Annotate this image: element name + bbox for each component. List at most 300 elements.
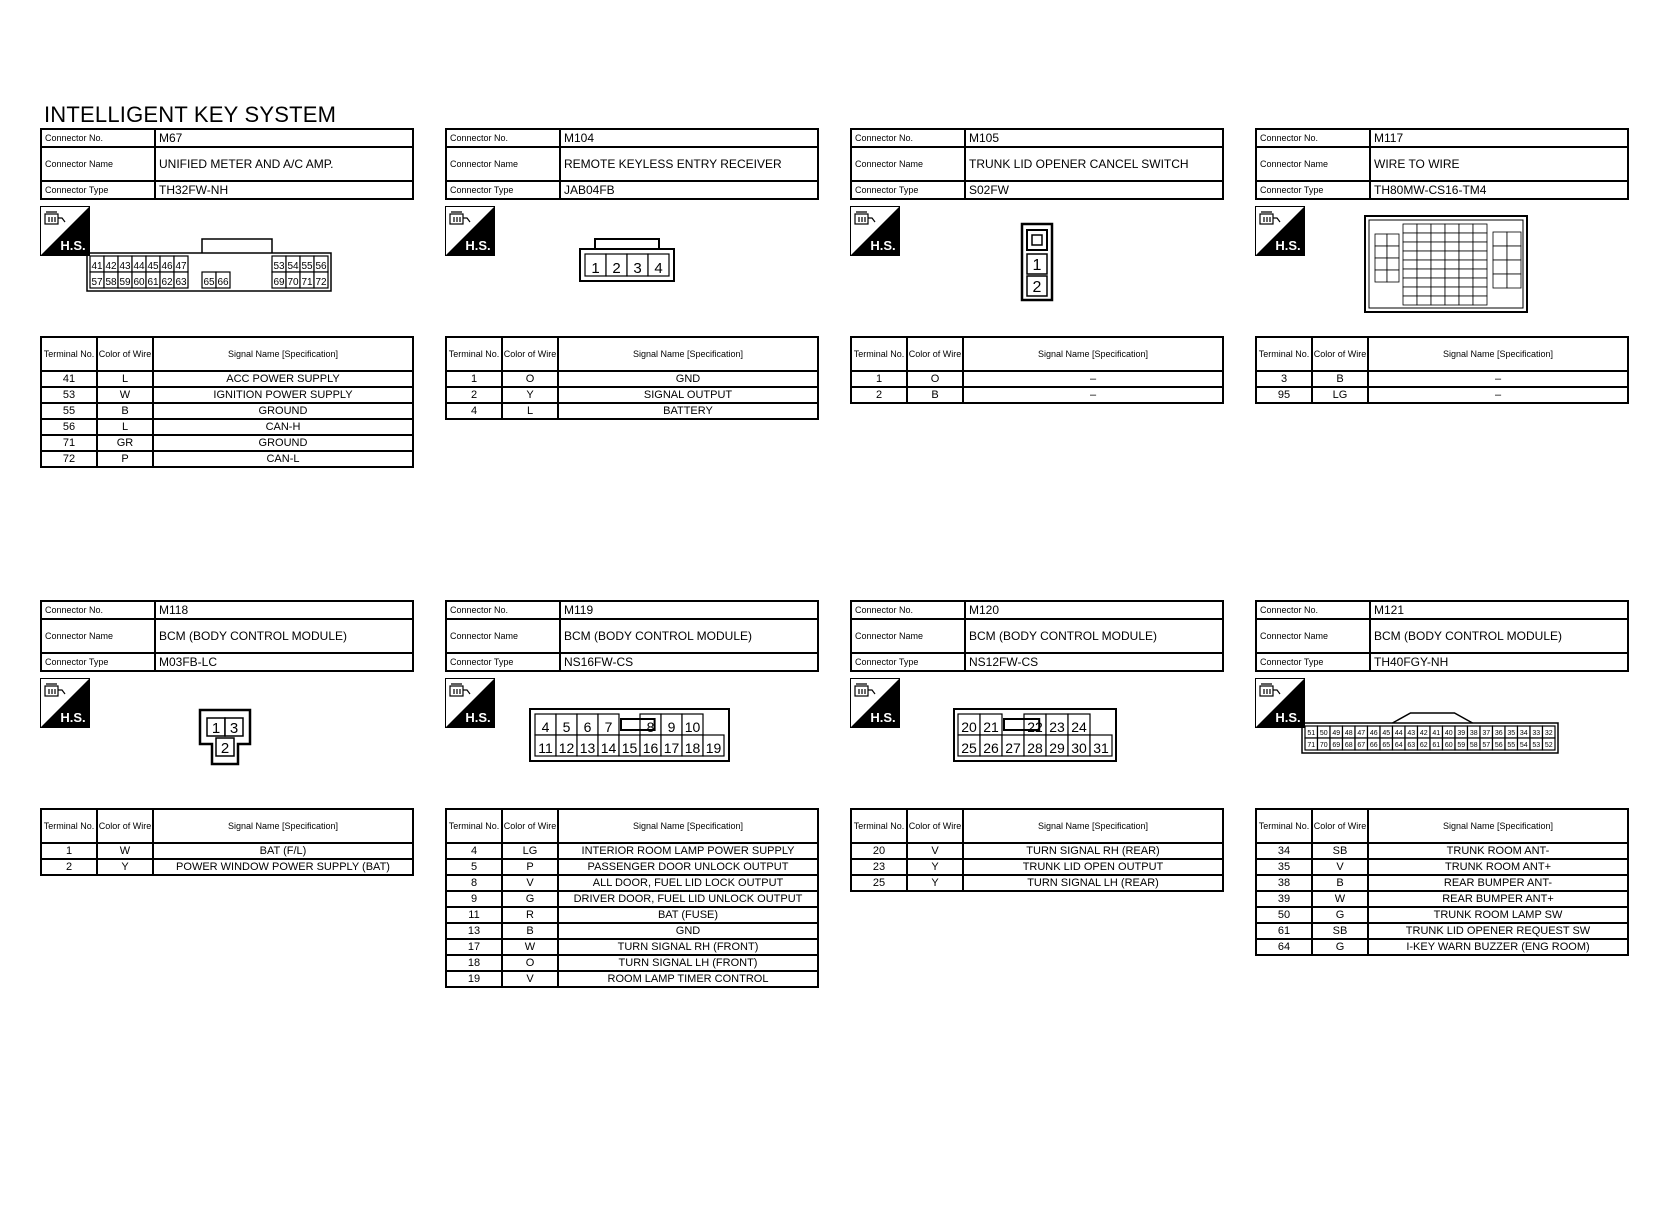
pin-label: 45 [147, 261, 159, 272]
terminal-number: 71 [41, 435, 97, 451]
terminal-table-header [446, 337, 818, 371]
pin-label: 44 [133, 261, 145, 272]
terminal-number: 19 [446, 971, 502, 987]
signal-name: REAR BUMPER ANT+ [1368, 891, 1628, 907]
terminal-no-header: Terminal No. [446, 809, 502, 843]
pin-label: 28 [1027, 740, 1043, 756]
pin-cavity [1431, 251, 1445, 260]
pin-cavity [1403, 287, 1417, 296]
table-row [41, 419, 413, 435]
terminal-number: 11 [446, 907, 502, 923]
connector-type: TH80MW-CS16-TM4 [1370, 181, 1628, 199]
connector-type: JAB04FB [560, 181, 818, 199]
terminal-table-header [1256, 337, 1628, 371]
pin-cavity [1417, 287, 1431, 296]
pin-label: 19 [705, 740, 722, 756]
table-row [851, 843, 1223, 859]
pin-label: 6 [583, 719, 592, 735]
table-row [1256, 939, 1628, 955]
connector-header [445, 128, 819, 200]
connector-type-label: Connector Type [446, 653, 560, 671]
table-row [851, 875, 1223, 891]
wire-color-header: Color of Wire [1312, 809, 1368, 843]
signal-name-header: Signal Name [Specification] [1368, 809, 1628, 843]
pin-label: 62 [1419, 742, 1428, 749]
wire-color: Y [907, 875, 963, 891]
pin-cavity [1445, 269, 1459, 278]
connector-face-diagram [850, 672, 1224, 808]
hs-label: H.S. [1275, 238, 1301, 253]
connector-number: M104 [560, 129, 818, 147]
connector-name-label: Connector Name [446, 147, 560, 181]
terminal-number: 4 [446, 403, 502, 419]
signal-name: ACC POWER SUPPLY [153, 371, 413, 387]
terminal-table [850, 808, 1224, 892]
connector-number: M120 [965, 601, 1223, 619]
table-row [446, 923, 818, 939]
terminal-table [850, 336, 1224, 404]
connector-number-label: Connector No. [851, 129, 965, 147]
connector-header [1255, 600, 1629, 672]
terminal-number: 50 [1256, 907, 1312, 923]
signal-name: ALL DOOR, FUEL LID LOCK OUTPUT [558, 875, 818, 891]
table-row [446, 955, 818, 971]
pin-label: 32 [1544, 730, 1553, 737]
connector-diagram [445, 672, 819, 808]
signal-name: DRIVER DOOR, FUEL LID UNLOCK OUTPUT [558, 891, 818, 907]
pin-label: 60 [133, 277, 145, 288]
pin-cavity [1459, 269, 1473, 278]
wire-color: SB [1312, 843, 1368, 859]
terminal-number: 18 [446, 955, 502, 971]
signal-name: GROUND [153, 435, 413, 451]
pin-cavity [1431, 296, 1445, 305]
hs-label: H.S. [465, 710, 491, 725]
wire-color-header: Color of Wire [907, 809, 963, 843]
pin-label: 3 [633, 260, 642, 277]
wire-color: O [907, 371, 963, 387]
wire-color: V [1312, 859, 1368, 875]
pin-label: 55 [1507, 742, 1516, 749]
connector-header [850, 600, 1224, 672]
pin-label: 68 [1344, 742, 1353, 749]
table-row [1256, 875, 1628, 891]
connector-header [40, 128, 414, 200]
pin-label: 16 [642, 740, 659, 756]
signal-name: PASSENGER DOOR UNLOCK OUTPUT [558, 859, 818, 875]
pin-label: 8 [646, 719, 655, 735]
connector-name: WIRE TO WIRE [1370, 147, 1628, 181]
signal-name-header: Signal Name [Specification] [963, 337, 1223, 371]
pin-label: 50 [1319, 730, 1328, 737]
connector-number-label: Connector No. [41, 601, 155, 619]
pin-cavity [1473, 242, 1487, 251]
connector-panel [850, 128, 1224, 404]
wire-color: P [502, 859, 558, 875]
pin-cavity [1417, 278, 1431, 287]
pin-label: 58 [105, 277, 117, 288]
pin-label: 46 [1369, 730, 1378, 737]
table-row [41, 859, 413, 875]
wire-color-header: Color of Wire [907, 337, 963, 371]
signal-name: – [1368, 371, 1628, 387]
pin-label: 41 [91, 261, 103, 272]
wire-color: L [97, 419, 153, 435]
pin-label: 60 [1444, 742, 1453, 749]
connector-diagram [850, 200, 1224, 336]
terminal-number: 9 [446, 891, 502, 907]
wire-color-header: Color of Wire [97, 337, 153, 371]
signal-name: CAN-H [153, 419, 413, 435]
pin-label: 4 [654, 260, 663, 277]
pin-label: 54 [1519, 742, 1528, 749]
pin-cavity [1375, 270, 1387, 282]
connector-name: BCM (BODY CONTROL MODULE) [965, 619, 1223, 653]
connector-name: BCM (BODY CONTROL MODULE) [1370, 619, 1628, 653]
pin-label: 39 [1457, 730, 1466, 737]
pin-cavity [1473, 287, 1487, 296]
pin-cavity [1473, 296, 1487, 305]
wire-color: W [502, 939, 558, 955]
terminal-number: 17 [446, 939, 502, 955]
connector-diagram [1255, 200, 1629, 336]
pin-cavity [1417, 224, 1431, 233]
terminal-no-header: Terminal No. [851, 809, 907, 843]
table-row [446, 939, 818, 955]
connector-number: M118 [155, 601, 413, 619]
pin-cavity [1417, 251, 1431, 260]
pin-label: 21 [983, 719, 999, 735]
signal-name: GND [558, 923, 818, 939]
connector-number: M121 [1370, 601, 1628, 619]
signal-name-header: Signal Name [Specification] [153, 337, 413, 371]
pin-label: 69 [1332, 742, 1341, 749]
pin-cavity [1445, 278, 1459, 287]
signal-name: REAR BUMPER ANT- [1368, 875, 1628, 891]
terminal-number: 2 [446, 387, 502, 403]
connector-type: TH32FW-NH [155, 181, 413, 199]
terminal-number: 1 [851, 371, 907, 387]
wire-color: R [502, 907, 558, 923]
signal-name: I-KEY WARN BUZZER (ENG ROOM) [1368, 939, 1628, 955]
signal-name: – [1368, 387, 1628, 403]
pin-cavity [1403, 242, 1417, 251]
connector-diagram [40, 200, 414, 336]
connector-type-label: Connector Type [851, 653, 965, 671]
pin-cavity [1493, 274, 1507, 288]
connector-name-label: Connector Name [446, 619, 560, 653]
table-row [851, 859, 1223, 875]
pin-label: 71 [1307, 742, 1316, 749]
pin-cavity [1459, 296, 1473, 305]
connector-number-label: Connector No. [446, 601, 560, 619]
connector-name: BCM (BODY CONTROL MODULE) [155, 619, 413, 653]
signal-name: TURN SIGNAL RH (REAR) [963, 843, 1223, 859]
connector-panel [40, 600, 414, 876]
pin-cavity [1431, 224, 1445, 233]
terminal-number: 1 [41, 843, 97, 859]
signal-name: GND [558, 371, 818, 387]
pin-cavity [1507, 274, 1521, 288]
terminal-table [445, 808, 819, 988]
pin-cavity [1417, 260, 1431, 269]
pin-label: 54 [287, 261, 299, 272]
pin-label: 2 [1032, 279, 1042, 296]
connector-face-diagram [850, 200, 1224, 336]
connector-name-label: Connector Name [1256, 619, 1370, 653]
terminal-number: 53 [41, 387, 97, 403]
pin-label: 56 [315, 261, 327, 272]
pin-label: 29 [1049, 740, 1065, 756]
pin-label: 52 [1544, 742, 1553, 749]
pin-cavity [1431, 278, 1445, 287]
terminal-number: 38 [1256, 875, 1312, 891]
connector-type-label: Connector Type [41, 653, 155, 671]
pin-cavity [1445, 242, 1459, 251]
pin-label: 43 [1407, 730, 1416, 737]
terminal-no-header: Terminal No. [1256, 809, 1312, 843]
pin-cavity [1507, 232, 1521, 246]
pin-label: 61 [147, 277, 159, 288]
connector-face-diagram [445, 200, 819, 336]
terminal-number: 95 [1256, 387, 1312, 403]
connector-panel [850, 600, 1224, 892]
signal-name-header: Signal Name [Specification] [963, 809, 1223, 843]
pin-label: 48 [1344, 730, 1353, 737]
wire-color: Y [502, 387, 558, 403]
wire-color: W [97, 843, 153, 859]
wire-color: V [907, 843, 963, 859]
connector-diagram [40, 672, 414, 808]
pin-cavity [1375, 258, 1387, 270]
pin-label: 18 [684, 740, 701, 756]
pin-cavity [1445, 224, 1459, 233]
signal-name: BAT (FUSE) [558, 907, 818, 923]
pin-label: 20 [961, 719, 977, 735]
wire-color: B [907, 387, 963, 403]
table-row [446, 403, 818, 419]
pin-cavity [1431, 260, 1445, 269]
pin-cavity [1459, 251, 1473, 260]
connector-type: TH40FGY-NH [1370, 653, 1628, 671]
terminal-number: 72 [41, 451, 97, 467]
signal-name: – [963, 371, 1223, 387]
hs-label: H.S. [1275, 710, 1301, 725]
connector-name: BCM (BODY CONTROL MODULE) [560, 619, 818, 653]
pin-label: 14 [600, 740, 617, 756]
wire-color: P [97, 451, 153, 467]
pin-label: 47 [1357, 730, 1366, 737]
terminal-number: 34 [1256, 843, 1312, 859]
terminal-no-header: Terminal No. [41, 809, 97, 843]
signal-name: BATTERY [558, 403, 818, 419]
pin-label: 69 [273, 277, 285, 288]
pin-cavity [1459, 233, 1473, 242]
connector-panel [445, 600, 819, 988]
pin-label: 59 [119, 277, 131, 288]
connector-name: REMOTE KEYLESS ENTRY RECEIVER [560, 147, 818, 181]
terminal-number: 4 [446, 843, 502, 859]
table-row [1256, 891, 1628, 907]
pin-label: 24 [1071, 719, 1087, 735]
connector-panel [1255, 128, 1629, 404]
wire-color: GR [97, 435, 153, 451]
connector-panel [40, 128, 414, 468]
pin-label: 45 [1382, 730, 1391, 737]
wire-color-header: Color of Wire [502, 337, 558, 371]
wire-color: O [502, 371, 558, 387]
pin-cavity [1431, 269, 1445, 278]
pin-label: 66 [217, 277, 229, 288]
pin-cavity [1417, 242, 1431, 251]
signal-name: TRUNK LID OPEN OUTPUT [963, 859, 1223, 875]
wire-color: L [502, 403, 558, 419]
pin-label: 44 [1394, 730, 1403, 737]
terminal-number: 35 [1256, 859, 1312, 875]
wire-color: LG [1312, 387, 1368, 403]
signal-name: INTERIOR ROOM LAMP POWER SUPPLY [558, 843, 818, 859]
pin-label: 3 [229, 720, 239, 737]
pin-cavity [1445, 251, 1459, 260]
wire-color: V [502, 875, 558, 891]
pin-label: 1 [591, 260, 600, 277]
pin-label: 56 [1494, 742, 1503, 749]
signal-name-header: Signal Name [Specification] [558, 809, 818, 843]
pin-cavity [1403, 296, 1417, 305]
pin-cavity [1493, 260, 1507, 274]
connector-number-label: Connector No. [851, 601, 965, 619]
terminal-number: 55 [41, 403, 97, 419]
connector-number: M117 [1370, 129, 1628, 147]
pin-label: 38 [1469, 730, 1478, 737]
connector-face-diagram [1255, 200, 1629, 336]
pin-cavity [1473, 260, 1487, 269]
pin-cavity [1387, 258, 1399, 270]
pin-cavity [1403, 278, 1417, 287]
wire-color-header: Color of Wire [1312, 337, 1368, 371]
pin-label: 33 [1532, 730, 1541, 737]
pin-cavity [1387, 234, 1399, 246]
table-row [446, 875, 818, 891]
wire-color: Y [907, 859, 963, 875]
pin-label: 9 [667, 719, 676, 735]
table-row [1256, 843, 1628, 859]
terminal-no-header: Terminal No. [446, 337, 502, 371]
table-row [1256, 859, 1628, 875]
signal-name: IGNITION POWER SUPPLY [153, 387, 413, 403]
connector-type: S02FW [965, 181, 1223, 199]
signal-name: TURN SIGNAL LH (REAR) [963, 875, 1223, 891]
table-row [446, 387, 818, 403]
table-row [446, 907, 818, 923]
wire-color: G [502, 891, 558, 907]
pin-label: 65 [1382, 742, 1391, 749]
pin-label: 55 [301, 261, 313, 272]
hs-label: H.S. [465, 238, 491, 253]
connector-panel [445, 128, 819, 420]
pin-cavity [1473, 233, 1487, 242]
hs-label: H.S. [60, 238, 86, 253]
pin-cavity [1473, 269, 1487, 278]
terminal-number: 1 [446, 371, 502, 387]
pin-cavity [1473, 278, 1487, 287]
pin-cavity [1375, 234, 1387, 246]
signal-name: TRUNK ROOM ANT- [1368, 843, 1628, 859]
signal-name-header: Signal Name [Specification] [558, 337, 818, 371]
pin-cavity [1417, 269, 1431, 278]
terminal-number: 20 [851, 843, 907, 859]
wire-color: B [97, 403, 153, 419]
table-row [1256, 923, 1628, 939]
table-row [851, 371, 1223, 387]
pin-label: 46 [161, 261, 173, 272]
connector-header [850, 128, 1224, 200]
pin-cavity [1403, 251, 1417, 260]
pin-label: 30 [1071, 740, 1087, 756]
terminal-table-header [851, 809, 1223, 843]
connector-panel [1255, 600, 1629, 956]
pin-cavity [1445, 296, 1459, 305]
pin-cavity [1459, 242, 1473, 251]
connector-name-label: Connector Name [41, 147, 155, 181]
pin-label: 58 [1469, 742, 1478, 749]
connector-type-label: Connector Type [41, 181, 155, 199]
pin-label: 11 [538, 740, 553, 756]
pin-label: 67 [1357, 742, 1366, 749]
hs-label: H.S. [870, 238, 896, 253]
pin-label: 23 [1049, 719, 1065, 735]
pin-label: 41 [1432, 730, 1441, 737]
pin-label: 15 [621, 740, 638, 756]
wire-color: B [1312, 371, 1368, 387]
pin-label: 40 [1444, 730, 1453, 737]
signal-name-header: Signal Name [Specification] [153, 809, 413, 843]
connector-type-label: Connector Type [1256, 181, 1370, 199]
pin-label: 35 [1507, 730, 1516, 737]
table-row [41, 371, 413, 387]
terminal-number: 39 [1256, 891, 1312, 907]
connector-face-diagram [40, 672, 414, 808]
pin-label: 17 [663, 740, 680, 756]
pin-cavity [1431, 242, 1445, 251]
pin-label: 65 [203, 277, 215, 288]
terminal-no-header: Terminal No. [1256, 337, 1312, 371]
connector-number-label: Connector No. [1256, 129, 1370, 147]
terminal-table [445, 336, 819, 420]
signal-name: BAT (F/L) [153, 843, 413, 859]
wire-color: O [502, 955, 558, 971]
pin-label: 61 [1432, 742, 1441, 749]
pin-label: 10 [684, 719, 701, 735]
table-row [446, 843, 818, 859]
connector-face-diagram [445, 672, 819, 808]
pin-label: 12 [558, 740, 575, 756]
pin-label: 1 [211, 720, 221, 737]
table-row [41, 387, 413, 403]
signal-name: GROUND [153, 403, 413, 419]
pin-label: 27 [1005, 740, 1021, 756]
pin-label: 72 [315, 277, 327, 288]
table-row [446, 891, 818, 907]
connector-name: TRUNK LID OPENER CANCEL SWITCH [965, 147, 1223, 181]
connector-type-label: Connector Type [851, 181, 965, 199]
signal-name: CAN-L [153, 451, 413, 467]
table-row [446, 971, 818, 987]
connector-name-label: Connector Name [851, 147, 965, 181]
terminal-number: 2 [41, 859, 97, 875]
pin-label: 53 [273, 261, 285, 272]
pin-cavity [1403, 233, 1417, 242]
